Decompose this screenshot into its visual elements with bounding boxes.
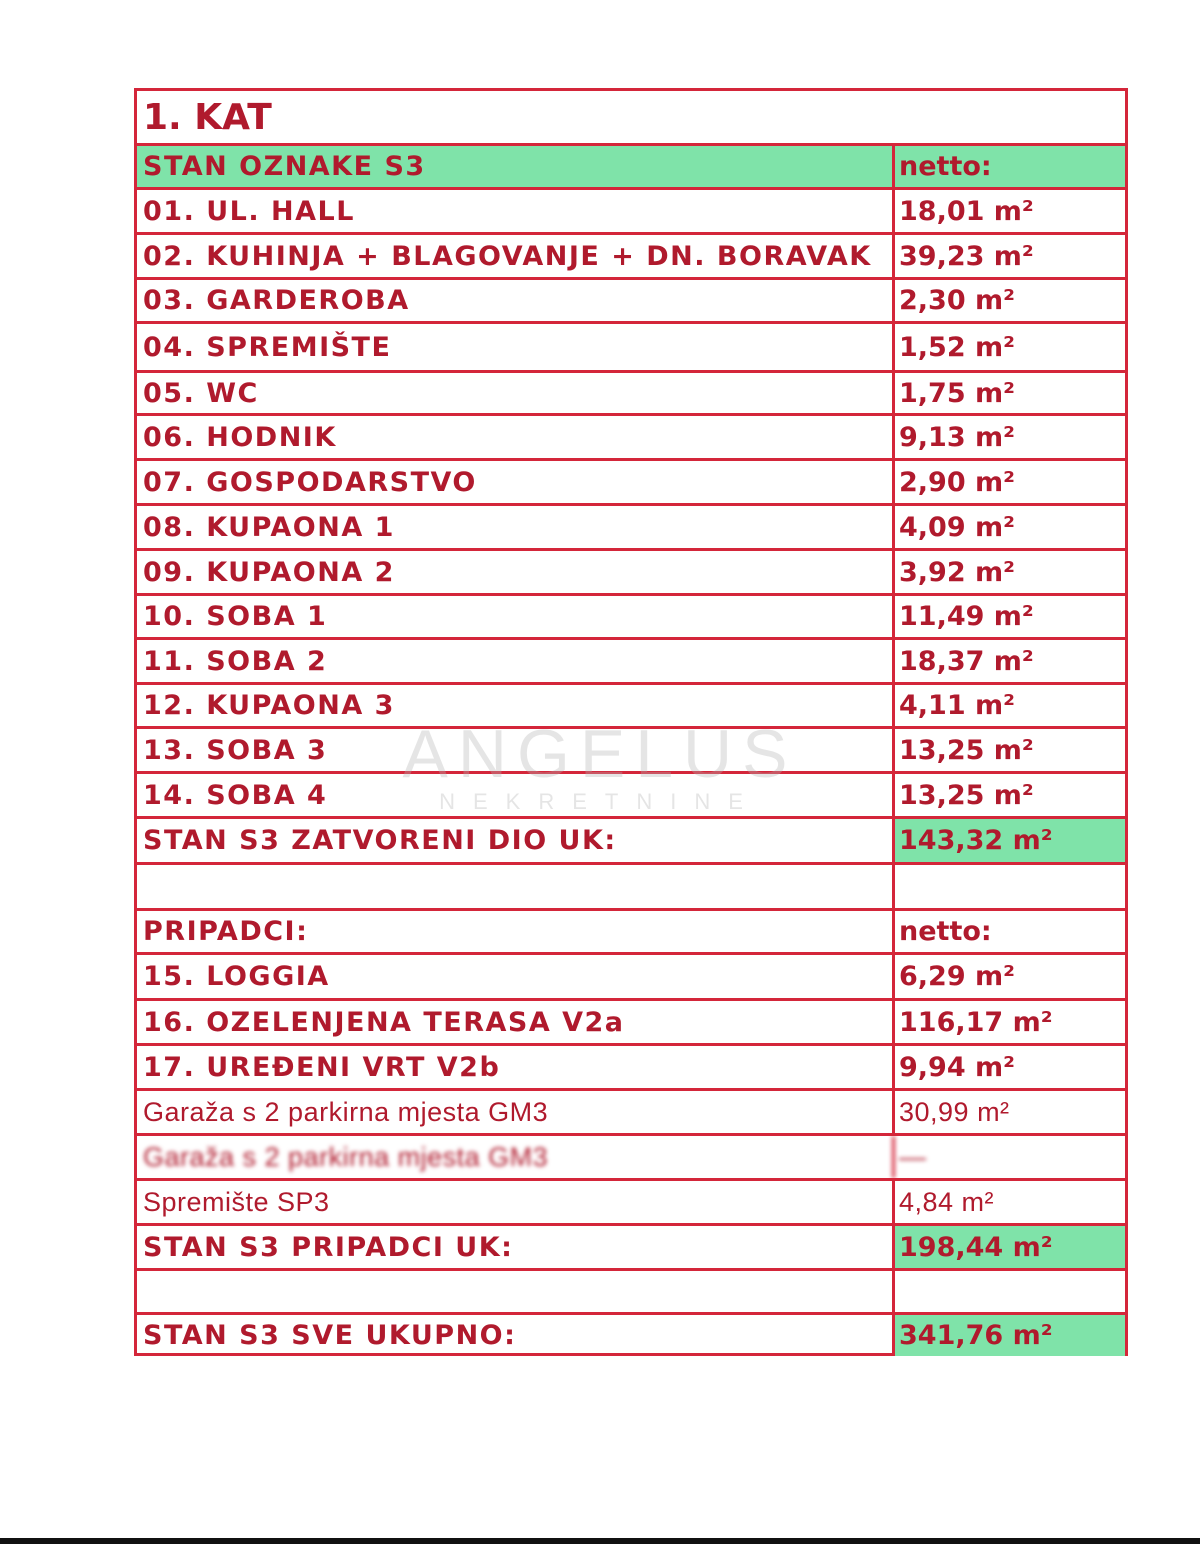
- appurtenance-label: Spremište SP3: [137, 1181, 895, 1223]
- table-row: [137, 187, 1125, 232]
- room-area: 9,13 m²: [899, 421, 1015, 453]
- title-row: [137, 91, 1125, 143]
- netto-header: netto:: [895, 146, 1125, 187]
- table-row: [137, 321, 1125, 370]
- table-row: [137, 458, 1125, 503]
- closed-total-value: 143,32 m²: [895, 819, 1125, 862]
- room-label: 08. KUPAONA 1: [137, 506, 895, 548]
- room-label: 06. HODNIK: [137, 416, 895, 458]
- room-label: 11. SOBA 2: [137, 640, 895, 682]
- closed-total-row: [137, 816, 1125, 862]
- table-row: [137, 726, 1125, 771]
- bottom-edge: [0, 1538, 1200, 1544]
- room-label: 10. SOBA 1: [137, 596, 895, 637]
- grand-total-row: [137, 1312, 1125, 1356]
- appurtenances-total-row: [137, 1223, 1125, 1268]
- table-row: [137, 277, 1125, 321]
- grand-total-value: 341,76 m²: [895, 1315, 1125, 1356]
- area-table: [134, 88, 1128, 1356]
- appurtenance-label: 16. OZELENJENA TERASA V2a: [137, 1001, 895, 1043]
- floor-title: 1. KAT: [143, 96, 272, 138]
- room-area: 18,01 m²: [899, 195, 1034, 227]
- table-row: [137, 1178, 1125, 1223]
- table-row: [137, 370, 1125, 413]
- room-area: 4,09 m²: [899, 511, 1015, 543]
- appurtenance-area: —: [899, 1141, 927, 1172]
- room-area: 13,25 m²: [899, 734, 1034, 766]
- header-row: [137, 143, 1125, 187]
- watermark-title: ANGELUS: [402, 716, 798, 792]
- room-label: 09. KUPAONA 2: [137, 551, 895, 593]
- appurtenances-label: PRIPADCI:: [137, 911, 895, 952]
- room-label: 03. GARDEROBA: [137, 280, 895, 321]
- room-area: 18,37 m²: [899, 645, 1034, 677]
- room-area: 3,92 m²: [899, 556, 1015, 588]
- table-row: [137, 1043, 1125, 1088]
- table-row: [137, 952, 1125, 998]
- room-label: 01. UL. HALL: [137, 190, 895, 232]
- appurtenances-total-label: STAN S3 PRIPADCI UK:: [137, 1226, 895, 1268]
- appurtenance-area: 9,94 m²: [899, 1051, 1015, 1083]
- appurtenance-label: 15. LOGGIA: [137, 955, 895, 998]
- room-label: 05. WC: [137, 373, 895, 413]
- appurtenance-label: 17. UREĐENI VRT V2b: [137, 1046, 895, 1088]
- appurtenance-area: 30,99 m²: [899, 1096, 1010, 1127]
- table-row: [137, 548, 1125, 593]
- empty-cell: [895, 1271, 1125, 1312]
- appurtenances-header-row: [137, 908, 1125, 952]
- room-label: 12. KUPAONA 3: [137, 685, 895, 726]
- grand-total-label: STAN S3 SVE UKUPNO:: [137, 1315, 895, 1356]
- closed-total-label: STAN S3 ZATVORENI DIO UK:: [137, 819, 895, 862]
- room-area: 1,75 m²: [899, 377, 1015, 409]
- empty-cell: [137, 1271, 895, 1312]
- table-row: [137, 413, 1125, 458]
- spacer-row: [137, 862, 1125, 908]
- spacer-row: [137, 1268, 1125, 1312]
- room-label: 07. GOSPODARSTVO: [137, 461, 895, 503]
- appurtenance-area: 6,29 m²: [899, 961, 1015, 992]
- room-label: 02. KUHINJA + BLAGOVANJE + DN. BORAVAK: [137, 235, 895, 277]
- appurtenance-area: 116,17 m²: [899, 1006, 1053, 1038]
- room-label: 14. SOBA 4: [137, 774, 895, 816]
- table-row: [137, 1088, 1125, 1133]
- appurtenance-label: Garaža s 2 parkirna mjesta GM3: [137, 1136, 895, 1178]
- room-area: 2,30 m²: [899, 285, 1015, 316]
- table-row: [137, 1133, 1125, 1178]
- table-row: [137, 232, 1125, 277]
- room-area: 1,52 m²: [899, 331, 1015, 363]
- empty-cell: [137, 865, 895, 908]
- netto-header: netto:: [899, 916, 992, 947]
- watermark-subtitle: NEKRETNINE: [439, 789, 761, 814]
- empty-cell: [895, 865, 1125, 908]
- table-row: [137, 637, 1125, 682]
- appurtenance-area: 4,84 m²: [899, 1186, 995, 1217]
- room-area: 39,23 m²: [899, 240, 1034, 272]
- table-row: [137, 593, 1125, 637]
- table-row: [137, 682, 1125, 726]
- table-row: [137, 503, 1125, 548]
- appurtenance-label: Garaža s 2 parkirna mjesta GM3: [137, 1091, 895, 1133]
- room-area: 13,25 m²: [899, 779, 1034, 811]
- room-area: 11,49 m²: [899, 601, 1034, 632]
- apartment-label: STAN OZNAKE S3: [137, 146, 895, 187]
- room-area: 2,90 m²: [899, 466, 1015, 498]
- appurtenances-total-value: 198,44 m²: [895, 1226, 1125, 1268]
- room-area: 4,11 m²: [899, 690, 1015, 721]
- room-label: 13. SOBA 3: [137, 729, 895, 771]
- table-row: [137, 771, 1125, 816]
- table-row: [137, 998, 1125, 1043]
- room-label: 04. SPREMIŠTE: [137, 324, 895, 370]
